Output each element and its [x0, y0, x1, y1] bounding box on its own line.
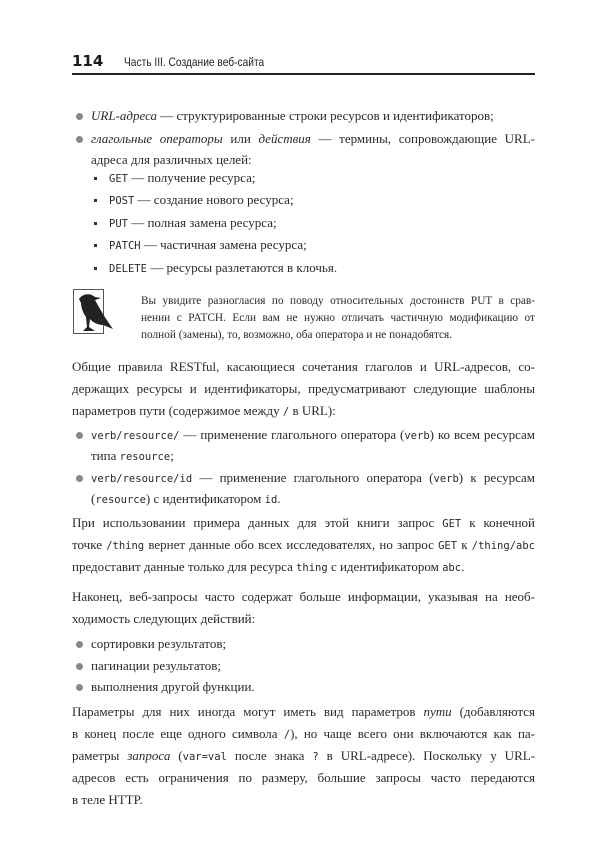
text-line [141, 309, 535, 327]
italic-term: глагольные операторы [91, 131, 223, 146]
code-span: verb [404, 430, 430, 442]
code-span: PATCH [109, 240, 141, 252]
text-line [72, 769, 535, 787]
code-span: GET [109, 173, 128, 185]
text-span: — термины, сопровождающие URL- [310, 131, 535, 146]
code-span: GET [442, 518, 462, 530]
text-span: — структурированные строки ресурсов и идентификаторов; [157, 108, 494, 123]
text-span: типа [91, 448, 120, 463]
header-rule [72, 73, 535, 75]
text-span: раметры [72, 748, 128, 763]
code-span: thing [296, 562, 328, 574]
text-span: выполнения другой функции. [91, 679, 255, 694]
page-number: 114 [72, 52, 104, 70]
text-span: вернет данные обо всех исследователях, но запрос [144, 537, 439, 552]
bullet-dot-icon [76, 641, 83, 648]
text-line [141, 292, 535, 310]
code-span: /thing [106, 540, 145, 552]
bullet-dot-icon [76, 475, 83, 482]
text-line [109, 259, 337, 278]
text-line [91, 635, 226, 653]
text-span: точке [72, 537, 107, 552]
text-line [91, 426, 535, 445]
code-span: id [264, 494, 278, 506]
text-span: ) к ресурсам [458, 470, 535, 485]
bullet-dot-icon [76, 432, 83, 439]
code-span: GET [438, 540, 458, 552]
code-span: DELETE [109, 263, 147, 275]
text-span: пагинации результатов; [91, 658, 222, 673]
text-span: адресов есть ограничения по размеру, большие запросы часто передаются [72, 770, 535, 785]
bullet-square-icon [94, 244, 97, 247]
text-span: к [457, 537, 472, 552]
text-span: — частичная замена ресурса; [140, 237, 307, 252]
text-span: ( [170, 748, 183, 763]
text-span: . [461, 559, 465, 574]
code-span: PUT [109, 218, 128, 230]
text-line [72, 791, 143, 809]
code-span: verb/resource/ [91, 430, 180, 442]
bullet-dot-icon [76, 684, 83, 691]
text-line [72, 514, 535, 533]
code-span: / [282, 406, 290, 418]
text-span: — полная замена ресурса; [127, 215, 277, 230]
text-line [72, 558, 464, 577]
italic-term: пути [423, 704, 452, 719]
code-span: abc [442, 562, 462, 574]
bullet-dot-icon [76, 113, 83, 120]
code-span: resource [95, 494, 146, 506]
text-span: Общие правила RESTful, касающиеся сочетания глаголов и URL-адресов, со- [72, 359, 535, 374]
text-span: — применение глагольного оператора ( [192, 470, 434, 485]
text-span: в URL-адресе). Поскольку у URL- [318, 748, 536, 763]
text-line [109, 236, 307, 255]
text-line [109, 191, 294, 210]
bullet-square-icon [94, 267, 97, 270]
text-line [72, 703, 535, 721]
text-line [141, 326, 452, 344]
code-span: /thing/abc [471, 540, 535, 552]
text-span: сортировки результатов; [91, 636, 227, 651]
text-span: ; [170, 448, 174, 463]
text-line [91, 469, 535, 488]
text-span: параметров пути (содержимое между [72, 403, 283, 418]
text-line [91, 447, 174, 466]
text-span: Наконец, веб-запросы часто содержат больше информации, указывая на необ- [72, 589, 535, 604]
text-line [91, 490, 281, 509]
running-head: Часть III. Создание веб-сайта [124, 55, 265, 69]
text-line [72, 725, 535, 744]
text-span: нении с PATCH. Если вам не нужно отличать частичную модификацию от [141, 312, 535, 324]
bullet-square-icon [94, 222, 97, 225]
code-span: POST [109, 195, 135, 207]
italic-term: URL-адреса [91, 108, 157, 123]
text-line [91, 678, 255, 696]
text-span: Параметры для них иногда могут иметь вид параметров [72, 704, 424, 719]
text-span: ходимость следующих действий: [72, 611, 256, 626]
text-line [72, 588, 535, 606]
text-span: — ресурсы разлетаются в клочья. [146, 260, 338, 275]
text-span: с идентификатором [327, 559, 443, 574]
text-span: в URL): [289, 403, 336, 418]
text-line [91, 657, 221, 675]
text-span: ) с идентификатором [145, 491, 265, 506]
bullet-square-icon [94, 199, 97, 202]
code-span: resource [119, 451, 171, 463]
text-span: — создание нового ресурса; [134, 192, 294, 207]
text-line [72, 747, 535, 766]
text-span: к конечной [461, 515, 535, 530]
text-span: — получение ресурса; [127, 170, 256, 185]
code-span: var=val [182, 751, 227, 763]
text-line [109, 214, 277, 233]
code-span: verb [433, 473, 459, 485]
text-span: ), но чаще всего они включаются как па- [290, 726, 535, 741]
text-span: держащих ресурсы и идентификаторы, предусматривают следующие шаблоны [72, 381, 535, 396]
text-span: адреса для различных целей: [91, 152, 252, 167]
bullet-dot-icon [76, 663, 83, 670]
text-span: полной (замены), то, возможно, оба оператора и не понадобятся. [141, 329, 453, 341]
text-line [72, 380, 535, 398]
text-line [91, 130, 535, 148]
text-line [72, 358, 535, 376]
text-span: предоставит данные только для ресурса [72, 559, 297, 574]
code-span: / [283, 729, 291, 741]
text-line [72, 536, 535, 555]
italic-term: запроса [127, 748, 171, 763]
text-line [109, 169, 256, 188]
text-line [91, 151, 252, 169]
text-line [72, 402, 336, 421]
text-span: ( [91, 491, 96, 506]
italic-term: действия [258, 131, 311, 146]
text-line [91, 107, 494, 125]
text-span: Вы увидите разногласия по поводу относительных достоинств PUT в срав- [141, 295, 535, 307]
text-span: или [222, 131, 259, 146]
code-span: verb/resource/id [91, 473, 193, 485]
text-span: ) ко всем ресурсам [429, 427, 535, 442]
text-span: При использовании примера данных для этой книги запрос [72, 515, 443, 530]
text-span: (добавляются [451, 704, 535, 719]
bullet-dot-icon [76, 136, 83, 143]
text-span: — применение глагольного оператора ( [179, 427, 405, 442]
bullet-square-icon [94, 177, 97, 180]
text-span: после знака [226, 748, 313, 763]
text-span: . [277, 491, 281, 506]
raven-note-icon [73, 289, 118, 335]
text-span: в теле HTTP. [72, 792, 143, 807]
text-span: в конец после еще одного символа [72, 726, 284, 741]
text-line [72, 610, 255, 628]
code-span: ? [312, 751, 319, 763]
